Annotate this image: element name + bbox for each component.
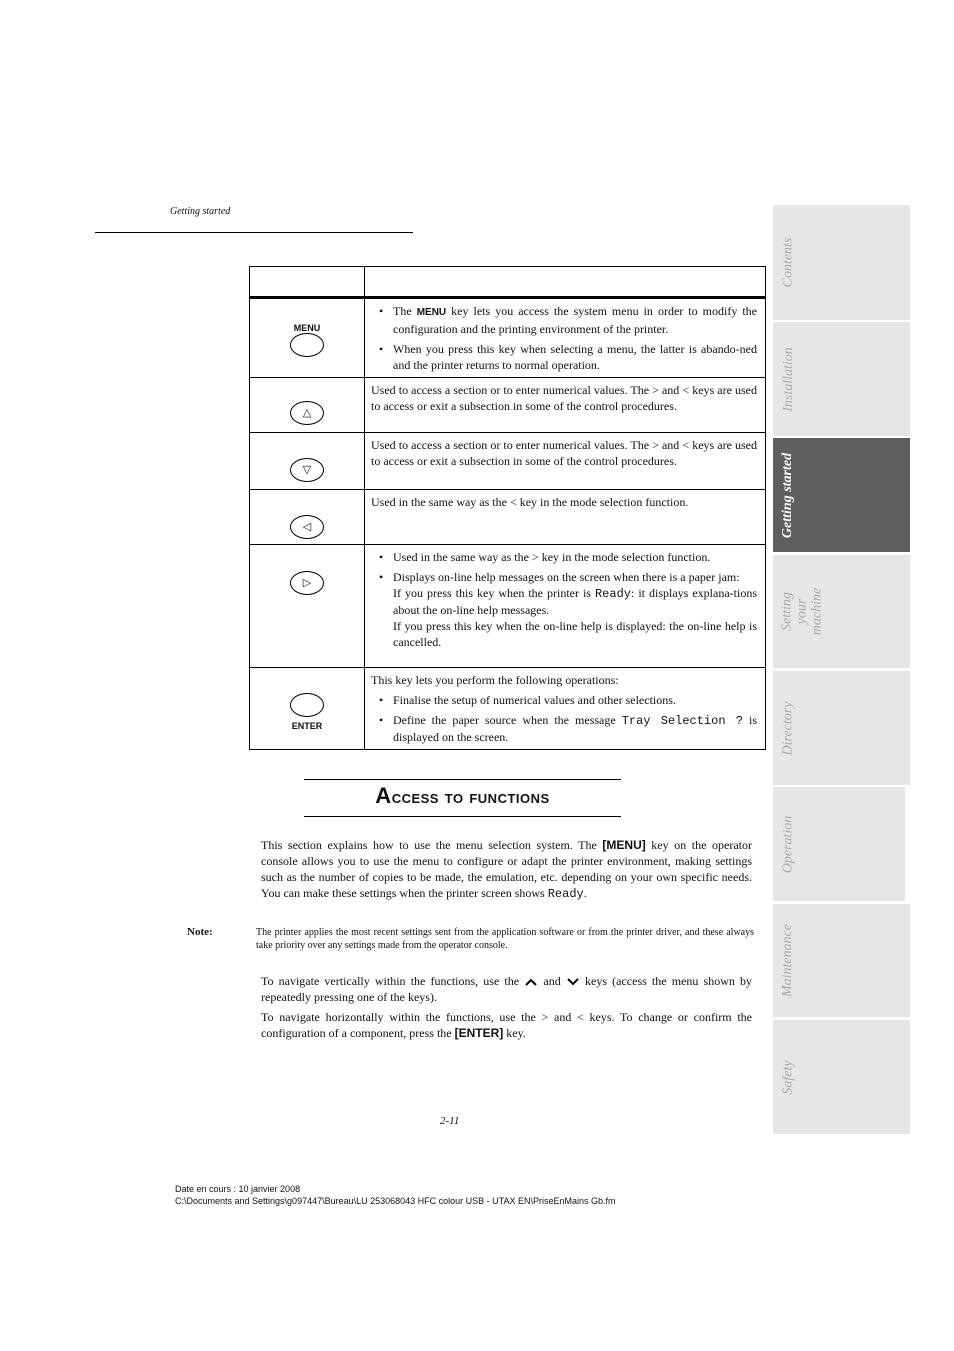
menu-key-cell <box>250 298 365 378</box>
tab-label: Getting started <box>780 452 796 538</box>
tab-maintenance[interactable] <box>773 904 910 1017</box>
left-arrow-key[interactable] <box>290 515 324 539</box>
up-key-description: Used to access a section or to enter numerical values. The > and < keys are used to access or exit a subsection in some of the control procedures. <box>365 378 766 433</box>
enter-key-description: This key lets you perform the following operations: • Finalise the setup of numerical values and other selections. • Define the paper source when the message Tray Selection ? is displayed on the screen. <box>365 668 766 750</box>
tab-label: Contents <box>780 237 796 288</box>
title-rule-top <box>304 779 621 780</box>
section-title: Access to functions <box>375 783 550 808</box>
title-rule-bottom <box>304 816 621 817</box>
up-chevron-icon <box>524 977 538 987</box>
running-header: Getting started <box>170 206 231 217</box>
footer-date: Date en cours : 10 janvier 2008 <box>175 1184 301 1194</box>
right-key-cell <box>250 545 365 668</box>
menu-key-description <box>365 298 766 378</box>
table-row-menu <box>250 298 766 378</box>
enter-key-button[interactable] <box>290 693 324 717</box>
table-row-enter <box>250 668 766 750</box>
up-key-cell <box>250 378 365 433</box>
left-triangle-icon: ◁ <box>302 520 312 533</box>
tab-directory[interactable] <box>773 671 910 785</box>
down-arrow-key[interactable] <box>290 458 324 482</box>
list-item: • Displays on-line help messages on the screen when there is a paper jam: If you press this key when the printer is Ready: it displays explana-tions about the on-line help messages. If you press this key when the on-line help is displayed: the on-line help is cancelled. <box>371 569 757 650</box>
tab-label: Directory <box>780 701 796 755</box>
list-item: • Finalise the setup of numerical values and other selections. <box>371 692 757 708</box>
tab-operation[interactable] <box>773 787 905 901</box>
up-triangle-icon: △ <box>302 406 312 419</box>
menu-key-button[interactable] <box>290 333 324 357</box>
table-header-row <box>250 267 766 298</box>
note-label: Note: <box>187 926 213 938</box>
tab-contents[interactable] <box>773 205 910 320</box>
vertical-nav-paragraph: To navigate vertically within the functions, use the and keys (access the menu shown by repeatedly pressing one of the keys). <box>261 974 753 1004</box>
keys-table <box>249 266 766 750</box>
enter-key-cell <box>250 668 365 750</box>
down-triangle-icon: ▽ <box>302 463 312 476</box>
header-rule <box>95 232 413 233</box>
intro-paragraph: This section explains how to use the menu selection system. The [MENU] key on the operator console allows you to use the menu to configure or adapt the printer environment, making settings such as the number of copies to be made, the emulation, etc. depending on your own specific needs. You can make these settings when the printer screen shows Ready. <box>261 838 753 901</box>
horizontal-nav-paragraph: To navigate horizontally within the functions, use the > and < keys. To change or confirm the configuration of a component, press the [ENTER] key. <box>261 1010 752 1040</box>
list-item: • When you press this key when selecting a menu, the latter is abando-ned and the printer returns to normal operation. <box>371 341 757 373</box>
tab-getting-started[interactable] <box>773 438 910 552</box>
tab-setting-your-machine[interactable] <box>773 555 910 668</box>
down-chevron-icon <box>566 977 580 987</box>
enter-key-label: ENTER <box>291 721 323 731</box>
down-key-description: Used to access a section or to enter numerical values. The > and < keys are used to access or exit a subsection in some of the control procedures. <box>365 433 766 490</box>
table-row-down <box>250 433 766 490</box>
list-item: • Used in the same way as the > key in the mode selection function. <box>371 549 757 565</box>
down-key-cell <box>250 433 365 490</box>
left-key-cell <box>250 490 365 545</box>
table-row-left <box>250 490 766 545</box>
right-triangle-icon: ▷ <box>302 576 312 589</box>
tab-label: Safety <box>780 1059 796 1095</box>
tab-label: Setting your machine <box>779 587 825 636</box>
table-row-right <box>250 545 766 668</box>
list-item: • Define the paper source when the message Tray Selection ? is displayed on the screen. <box>371 712 757 745</box>
tab-label: Maintenance <box>780 923 796 998</box>
tab-installation[interactable] <box>773 322 910 436</box>
tab-label: Operation <box>780 815 796 873</box>
tab-label: Installation <box>780 346 796 412</box>
page-number: 2-11 <box>440 1115 460 1127</box>
right-key-description <box>365 545 766 668</box>
table-row-up <box>250 378 766 433</box>
menu-key-label: MENU <box>293 323 321 333</box>
up-arrow-key[interactable] <box>290 401 324 425</box>
right-arrow-key[interactable] <box>290 571 324 595</box>
footer-path: C:\Documents and Settings\g097447\Bureau\LU 253068043 HFC colour USB - UTAX EN\PriseEnMains Gb.fm <box>175 1196 616 1206</box>
list-item: • The MENU key lets you access the system menu in order to modify the configuration and the printing environment of the printer. <box>371 303 757 337</box>
left-key-description: Used in the same way as the < key in the mode selection function. <box>365 490 766 545</box>
note-text: The printer applies the most recent settings sent from the application software or from the printer driver, and these always take priority over any settings made from the operator console. <box>256 927 754 951</box>
tab-safety[interactable] <box>773 1020 910 1134</box>
